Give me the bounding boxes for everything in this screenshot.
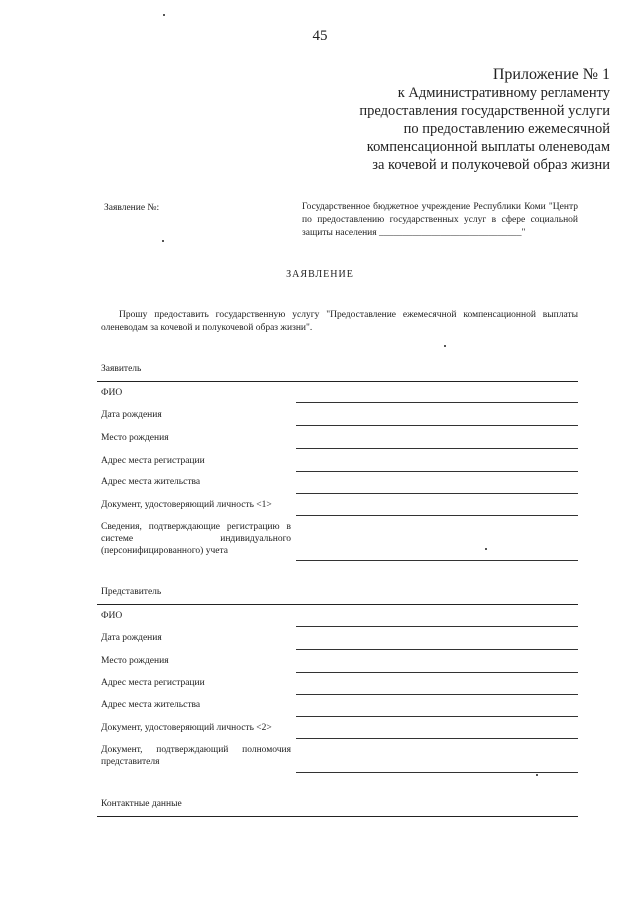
applicant-section-rule — [97, 381, 578, 382]
scan-speck — [162, 240, 164, 242]
annex-line-6: за кочевой и полукочевой образ жизни — [372, 157, 610, 173]
request-text: Прошу предоставить государственную услугу "Предоставление ежемесячной компенсационной выплаты оленеводам за кочевой и полукочевой образ жизни". — [101, 310, 578, 333]
applicant-registration-address-field[interactable] — [296, 471, 578, 472]
applicant-birth-place-field[interactable] — [296, 448, 578, 449]
representative-registration-address-field[interactable] — [296, 694, 578, 695]
contacts-section-title: Контактные данные — [101, 799, 182, 809]
scan-speck — [485, 548, 487, 550]
annex-line-2: к Административному регламенту — [397, 85, 610, 101]
representative-residence-address-label: Адрес места жительства — [101, 700, 201, 710]
applicant-residence-address-label: Адрес места жительства — [101, 477, 201, 487]
representative-id-document-field[interactable] — [296, 738, 578, 739]
scan-speck — [444, 345, 446, 347]
representative-residence-address-field[interactable] — [296, 716, 578, 717]
page-number: 45 — [312, 28, 328, 44]
annex-header — [290, 66, 610, 174]
representative-birth-place-label: Место рождения — [101, 656, 169, 666]
representative-section-rule — [97, 604, 578, 605]
representative-birth-place-field[interactable] — [296, 672, 578, 673]
annex-line-3: предоставления государственной услуги — [359, 103, 610, 119]
representative-id-document-label: Документ, удостоверяющий личность <2> — [101, 723, 272, 733]
representative-birth-date-field[interactable] — [296, 649, 578, 650]
contacts-section-rule — [97, 816, 578, 817]
applicant-birth-date-field[interactable] — [296, 425, 578, 426]
applicant-section-title: Заявитель — [101, 364, 142, 374]
applicant-fio-label: ФИО — [101, 388, 123, 398]
scan-speck — [163, 14, 165, 16]
representative-authority-document-field[interactable] — [296, 772, 578, 773]
applicant-registration-info-label: Сведения, подтверждающие регистрацию в системе индивидуального (персонифицированного) учета — [101, 522, 291, 556]
annex-line-5: компенсационной выплаты оленеводам — [366, 139, 610, 155]
organization-address: Государственное бюджетное учреждение Республики Коми "Центр по предоставлению государственных услуг в сфере социальной защиты населения ______________________________" — [302, 202, 578, 238]
applicant-registration-info-field[interactable] — [296, 560, 578, 561]
applicant-residence-address-field[interactable] — [296, 493, 578, 494]
scan-speck — [536, 774, 538, 776]
applicant-id-document-field[interactable] — [296, 515, 578, 516]
application-number-label: Заявление №: — [104, 203, 160, 213]
applicant-birth-date-label: Дата рождения — [101, 410, 162, 420]
applicant-fio-field[interactable] — [296, 402, 578, 403]
representative-fio-field[interactable] — [296, 626, 578, 627]
representative-registration-address-label: Адрес места регистрации — [101, 678, 205, 688]
applicant-birth-place-label: Место рождения — [101, 433, 169, 443]
document-title: ЗАЯВЛЕНИЕ — [286, 269, 354, 280]
representative-section-title: Представитель — [101, 587, 162, 597]
representative-authority-document-label: Документ, подтверждающий полномочия представителя — [101, 745, 291, 767]
annex-line-1: Приложение № 1 — [492, 66, 610, 83]
applicant-registration-address-label: Адрес места регистрации — [101, 456, 205, 466]
annex-line-4: по предоставлению ежемесячной — [403, 121, 610, 137]
applicant-id-document-label: Документ, удостоверяющий личность <1> — [101, 500, 272, 510]
representative-birth-date-label: Дата рождения — [101, 633, 162, 643]
representative-fio-label: ФИО — [101, 611, 123, 621]
